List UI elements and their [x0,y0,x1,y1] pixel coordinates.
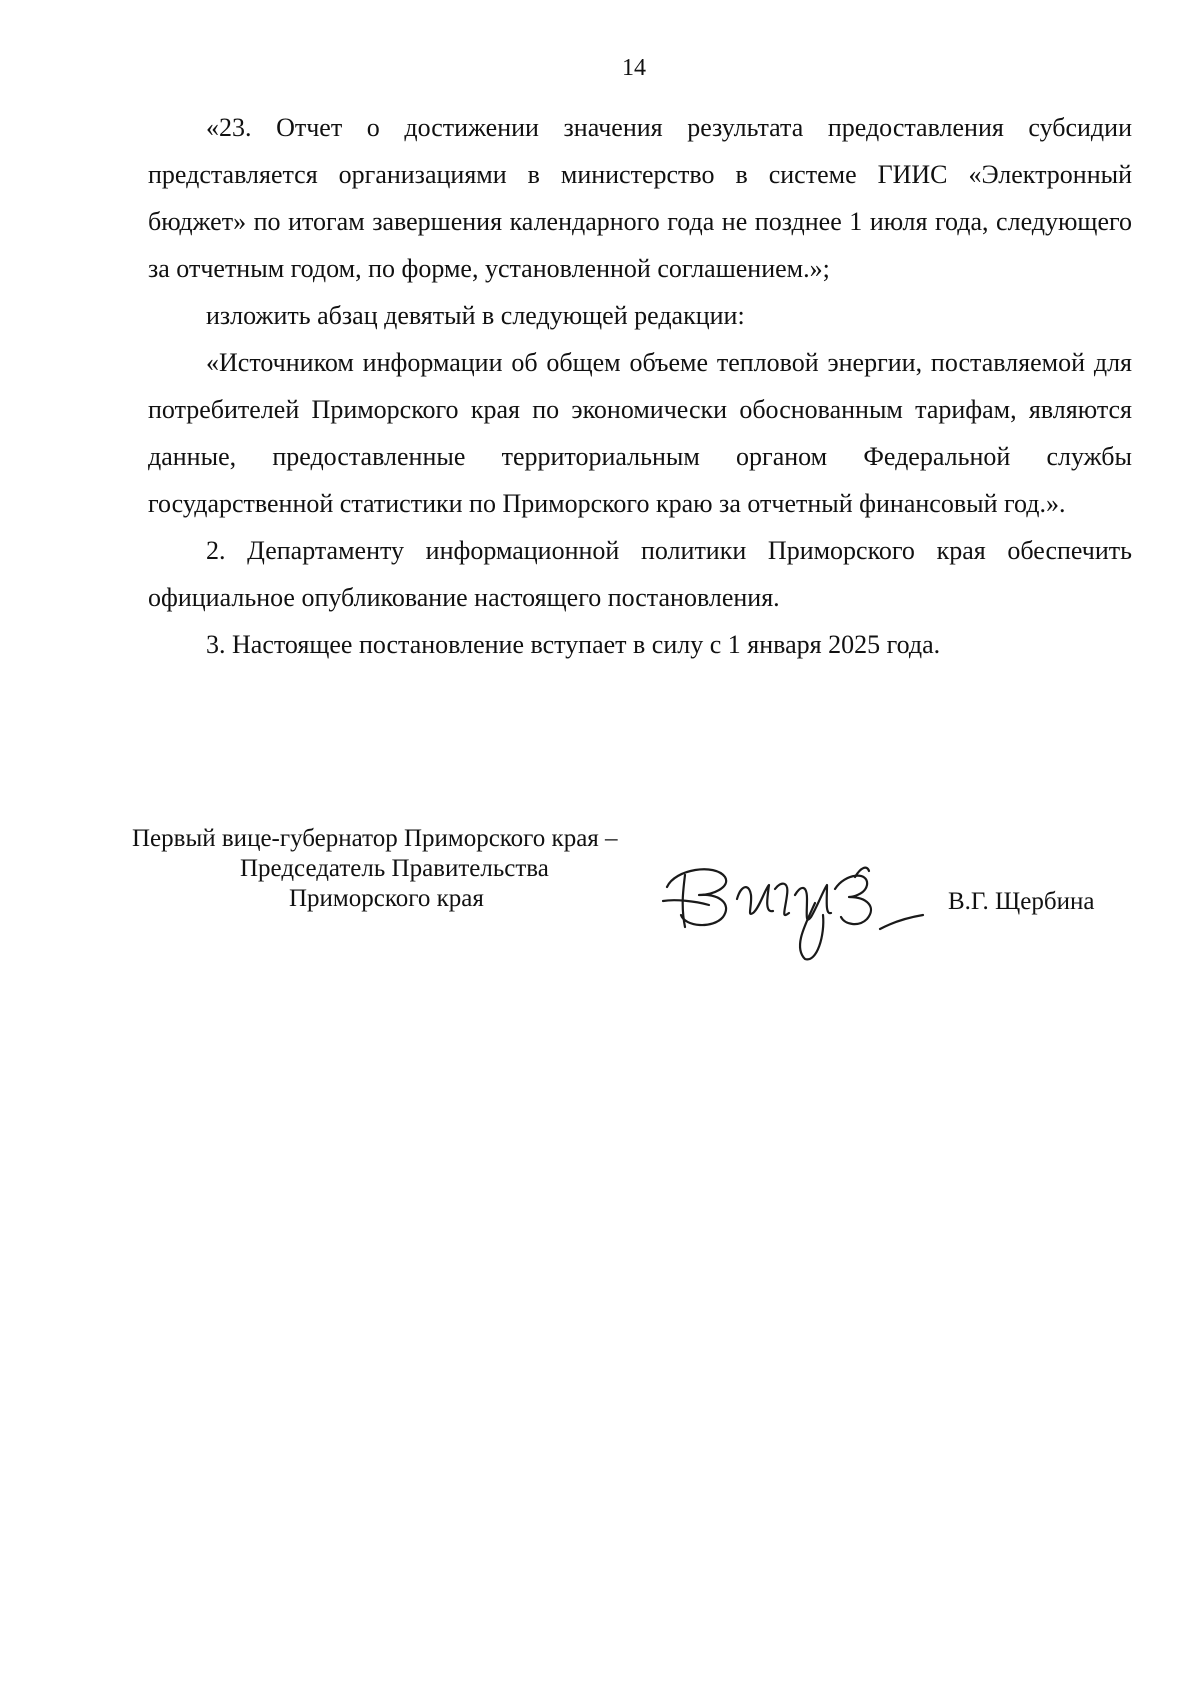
signatory-position-line3: Приморского края [289,885,484,912]
paragraph-effective-date: 3. Настоящее постановление вступает в силу с 1 января 2025 года. [206,630,941,659]
signatory-position-line2: Председатель Правительства [240,855,549,882]
handwritten-signature [655,855,925,965]
page-number: 14 [622,55,646,81]
signatory-position-line1: Первый вице-губернатор Приморского края – [132,825,618,852]
paragraph-info-source: «Источником информации об общем объеме тепловой энергии, поставляемой для потребителей Приморского края по экономически обоснованным тарифам, являются данные, предоставленные территориальным органом Федеральной службы государственной статистики по Приморского краю за отчетный финансовый год.». [148,348,1132,518]
paragraph-publication: 2. Департаменту информационной политики Приморского края обеспечить официальное опубликование настоящего постановления. [148,536,1132,612]
signatory-name: В.Г. Щербина [948,888,1095,915]
paragraph-item-23: «23. Отчет о достижении значения результата предоставления субсидии представляется организациями в министерство в системе ГИИС «Электронный бюджет» по итогам завершения календарного года не позднее 1 июля года, следующего за отчетным годом, по форме, установленной соглашением.»; [148,113,1132,283]
paragraph-amendment-instruction: изложить абзац девятый в следующей редакции: [206,301,745,330]
signatory-position [132,824,618,914]
document-body [148,104,1132,668]
